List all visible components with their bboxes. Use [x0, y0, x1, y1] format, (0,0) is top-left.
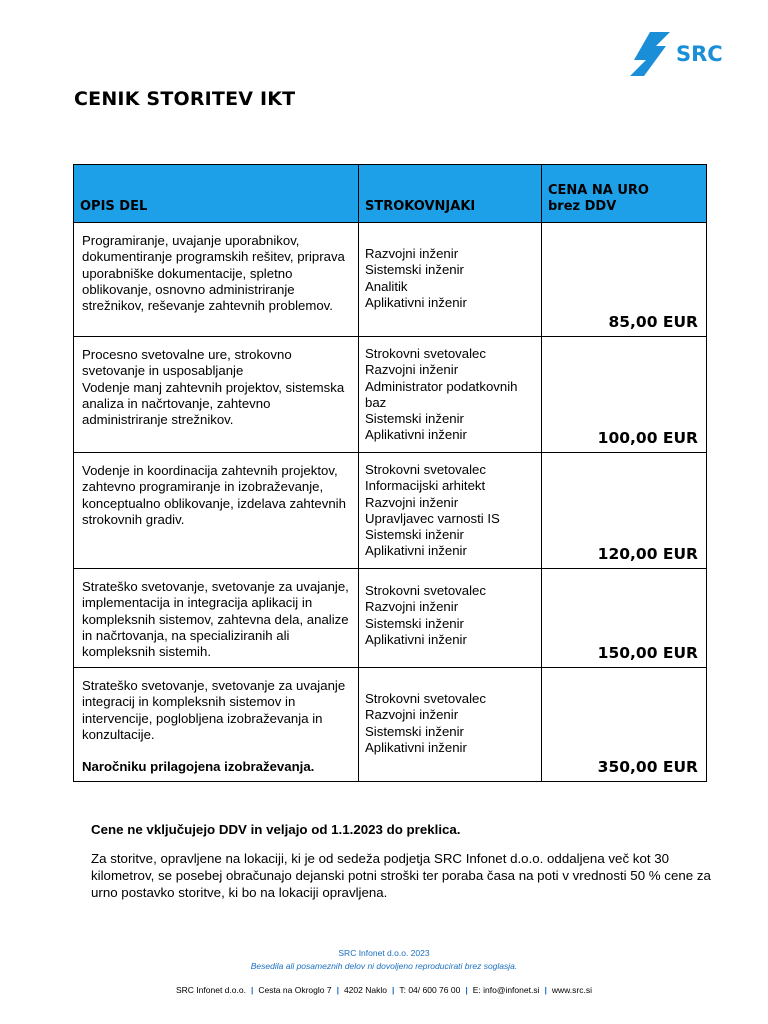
row-experts — [359, 569, 542, 668]
expert: Sistemski inženir — [365, 262, 464, 278]
expert: Strokovni svetovalec — [365, 583, 486, 598]
footer-separator: | — [336, 985, 339, 995]
row-description-text: Strateško svetovanje, svetovanje za uvajanje integracij in kompleksnih sistemov in intervencije, poglobljena izobraževanja in konzultacije. — [82, 678, 346, 742]
table-row — [74, 453, 707, 569]
table-row — [74, 337, 707, 453]
row-experts — [359, 453, 542, 569]
travel-note: Za storitve, opravljene na lokaciji, ki je od sedeža podjetja SRC Infonet d.o.o. oddaljena več kot 30 kilometrov, se posebej obračunajo dejanski potni stroški ter poraba časa na poti v vrednosti 50 % cene za urno postavko storitve, ki bo na lokaciji opravljena. — [91, 851, 711, 900]
row-price: 350,00 EUR — [597, 757, 698, 776]
row-description — [74, 668, 359, 782]
expert: Strokovni svetovalec — [365, 691, 486, 706]
footer-postcode: 4202 Naklo — [343, 985, 387, 995]
row-description: Procesno svetovalne ure, strokovno svetovanje in usposabljanje Vodenje manj zahtevnih projektov, sistemska analiza in načrtovanje, zahtevno administriranje strežnikov. — [74, 337, 359, 453]
expert: Upravljavec varnosti IS — [365, 510, 500, 526]
table-row — [74, 223, 707, 337]
expert: Aplikativni inženir — [365, 427, 467, 443]
row-experts — [359, 337, 542, 453]
header-description: OPIS DEL — [74, 165, 359, 223]
expert: Sistemski inženir — [365, 527, 464, 543]
footer-separator: | — [391, 985, 395, 995]
expert: Analitik — [365, 278, 408, 294]
row-price: 120,00 EUR — [597, 544, 698, 563]
expert: Strokovni svetovalec — [365, 462, 486, 477]
header-experts: STROKOVNJAKI — [359, 165, 542, 223]
row-price-cell — [542, 223, 707, 337]
footer-separator: | — [465, 985, 468, 995]
header-price-line1: CENA NA URO — [548, 183, 649, 198]
expert: Administrator podatkovnih baz — [365, 378, 518, 410]
expert: Razvojni inženir — [365, 362, 459, 378]
expert: Strokovni svetovalec — [365, 346, 486, 361]
footer-email[interactable]: E: info@infonet.si — [472, 985, 540, 995]
footer-address: Cesta na Okroglo 7 — [258, 985, 332, 995]
row-price: 150,00 EUR — [597, 643, 698, 662]
expert: Razvojni inženir — [365, 494, 459, 510]
row-description: Strateško svetovanje, svetovanje za uvajanje, implementacija in integracija aplikacij in kompleksnih sistemov, zahtevna dela, analize in načrtovanja, na specializiranih ali kompleksnih sistemih. — [74, 569, 359, 668]
footer-legal: Besedila ali posameznih delov ni dovoljeno reproducirati brez soglasja. — [250, 961, 518, 971]
row-price-cell — [542, 337, 707, 453]
expert: Sistemski inženir — [365, 615, 464, 631]
table-row — [74, 569, 707, 668]
page-title: CENIK STORITEV IKT — [74, 88, 296, 110]
footer-phone: T: 04/ 600 76 00 — [399, 985, 461, 995]
header-price — [542, 165, 707, 223]
expert: Razvojni inženir — [365, 707, 459, 723]
header-price-line2: brez DDV — [548, 199, 617, 214]
price-table — [73, 164, 707, 782]
footer-separator: | — [544, 985, 547, 995]
row-description: Vodenje in koordinacija zahtevnih projektov, zahtevno programiranje in izobraževanje, konceptualno oblikovanje, izdelava zahtevnih strokovnih gradiv. — [74, 453, 359, 569]
expert: Informacijski arhitekt — [365, 478, 486, 494]
footer-separator: | — [250, 985, 254, 995]
table-header-row — [74, 165, 707, 223]
expert: Razvojni inženir — [365, 599, 459, 615]
expert: Aplikativni inženir — [365, 739, 467, 755]
expert: Sistemski inženir — [365, 411, 464, 427]
footer-company-year: SRC Infonet d.o.o. 2023 — [338, 948, 430, 958]
table-row — [74, 668, 707, 782]
row-price-cell — [542, 453, 707, 569]
footer-website[interactable]: www.src.si — [551, 985, 592, 995]
row-price-cell — [542, 569, 707, 668]
expert: Aplikativni inženir — [365, 294, 467, 310]
expert: Sistemski inženir — [365, 723, 464, 739]
expert: Aplikativni inženir — [365, 631, 467, 647]
row-experts — [359, 223, 542, 337]
validity-note: Cene ne vključujejo DDV in veljajo od 1.1.2023 do preklica. — [91, 822, 461, 837]
row-description: Programiranje, uvajanje uporabnikov, dokumentiranje programskih rešitev, priprava uporabniške dokumentacije, spletno oblikovanje, osnovno administriranje strežnikov, reševanje zahtevnih problemov. — [74, 223, 359, 337]
logo-text: SRC — [676, 42, 723, 66]
row-experts — [359, 668, 542, 782]
footer-contact — [0, 985, 768, 995]
row-description-extra: Naročniku prilagojena izobraževanja. — [82, 759, 315, 775]
row-price-cell — [542, 668, 707, 782]
expert: Aplikativni inženir — [365, 543, 467, 559]
row-price: 85,00 EUR — [608, 312, 698, 331]
row-price: 100,00 EUR — [597, 428, 698, 447]
footer-company: SRC Infonet d.o.o. — [176, 985, 246, 995]
expert: Razvojni inženir — [365, 246, 459, 261]
